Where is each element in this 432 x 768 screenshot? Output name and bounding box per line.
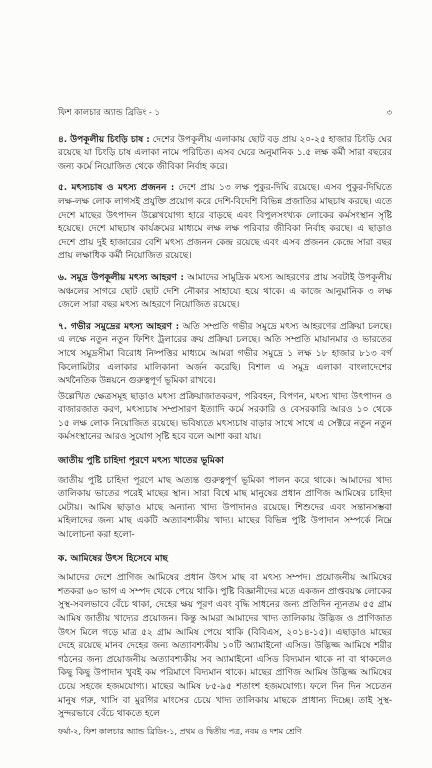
- paragraph-lead: ৭. গভীর সমুদ্রের মৎস্য আহরণ :: [58, 321, 180, 332]
- page-number: ৩: [386, 108, 392, 118]
- paragraph-lead: ৫. মৎস্যচাষ ও মৎস্য প্রজনন :: [58, 183, 175, 194]
- running-head-title: ফিশ কালচার অ্যান্ড ব্রিডিং - ১: [58, 108, 160, 118]
- page-footer: ফর্মা-২, ফিশ কালচার অ্যান্ড ব্রিডিং-১, প্রথম ও দ্বিতীয় পত্র, নবম ও দশম শ্রেণি: [58, 726, 302, 736]
- paragraph-text: আমাদের সামুদ্রিক মৎস্য আহরণের প্রায় সবটাই উপকূলীয় অঞ্চলের সাগরে ছোট ছোট দেশি নৌকার সাহায্যে হয়ে থাকে। এ কাজে আনুমানিক ৩ লক্ষ জেলে সারা বছর মৎস্য আহরণে নিয়োজিত রয়েছে।: [58, 272, 392, 311]
- section-heading-nutrition: জাতীয় পুষ্টি চাহিদা পূরণে মৎস্য খাতের ভূমিকা: [58, 456, 224, 467]
- continuation-paragraph: উল্লেখিত ক্ষেত্রসমূহ ছাড়াও মৎস্য প্রক্রিয়াজাতকরণ, পরিবহন, বিপণন, মৎস্য খাদ্য উৎপাদন ও বাজারজাত করণ, মৎস্যচাষ সম্প্রসারণ ইত্যাদি কর্মে সরকারি ও বেসরকারি আরও ১০ থেকে ১৫ লক্ষ লোক নিয়োজিত রয়েছে। ভবিষ্যতে মৎস্যচাষ বাড়ার সাথে সাথে এ সেক্টরে নতুন নতুন কর্মসংস্থানের আরও সুযোগ সৃষ্টি হবে বলে আশা করা যায়।: [58, 391, 392, 443]
- page-content: [58, 107, 392, 738]
- nutrition-paragraph: জাতীয় পুষ্টি চাহিদা পূরণে মাছ অত্যন্ত গুরুত্বপূর্ণ ভূমিকা পালন করে থাকে। আমাদের খাদ্য তালিকায় ভাতের পরেই মাছের স্থান। সারা বিশ্বে মাছ মানুষের প্রধান প্রাণিজ আমিষের চাহিদা মেটায়। আমিষ ছাড়াও মাছে অন্যান্য খাদ্য উপাদানও রয়েছে। শিশুদের এবং সন্তানসম্ভবা মহিলাদের জন্য মাছ একটি অত্যাবশ্যকীয় খাদ্য। মাছের বিভিন্ন পুষ্টি উপাদান সম্পর্কে নিম্নে আলোচনা করা হলো-: [58, 475, 392, 541]
- paragraph-lead: ৬. সমুদ্র উপকূলীয় মৎস্য আহরণ :: [58, 272, 184, 283]
- numbered-paragraph: [58, 321, 392, 389]
- numbered-paragraph: [58, 272, 392, 313]
- paragraph-text: অতি সম্প্রতি গভীর সমুদ্রে মৎস্য আহরণের প্রক্রিয়া চলছে। এ লক্ষে নতুন নতুন ফিশিং ট্রলারের ক্রয় প্রক্রিয়া চলছে। অতি সম্প্রতি মায়ানমার ও ভারতের সাথে সমুদ্রসীমা বিরোধ নিষ্পত্তির মাধ্যমে আমরা গভীর সমুদ্রে ১ লক্ষ ১৮ হাজার ৮১৩ বর্গ কিলোমিটার এলাকার মালিকানা অর্জন করেছি। বিশাল এ সমুদ্র এলাকা বাংলাদেশের অর্থনৈতিক উন্নয়নে গুরুত্বপূর্ণ ভূমিকা রাখবে।: [58, 321, 392, 387]
- paragraph-lead: ৪. উপকূলীয় চিংড়ি চাষ :: [58, 134, 150, 145]
- numbered-paragraph: [58, 182, 392, 264]
- paragraph-text: দেশের উপকূলীয় এলাকায় ছোট বড় প্রায় ২০-২৫ হাজার চিংড়ি ঘের রয়েছে যা চিংড়ি চাষ এলাকা নামে পরিচিত। এসব ঘেরে অনুমানিক ১.৫ লক্ষ কর্মী সারা বছরের জন্য কর্মে নিয়োজিত থেকে জীবিকা নির্বাহ করে।: [58, 134, 392, 172]
- protein-paragraph: আমাদের দেশে প্রাণিজ আমিষের প্রধান উৎস মাছ বা মৎস্য সম্পদ। প্রয়োজনীয় আমিষের শতকরা ৬০ ভাগ এ সম্পদ থেকে পেয়ে থাকি। পুষ্টি বিজ্ঞানীদের মতে একজন প্রাপ্তবয়স্ক লোকের সুস্থ-সবলভাবে বেঁচে থাকা, দেহের ক্ষয় পূরণ এবং বৃদ্ধি সাধনের জন্য প্রতিদিন ন্যূনতম ৫৫ গ্রাম আমিষ জাতীয় খাদ্যের প্রয়োজন। কিন্তু আমরা আমাদের খাদ্য তালিকায় উদ্ভিজ ও প্রাণিজাত উৎস মিলে গড়ে মাত্র ৫২ গ্রাম আমিষ পেয়ে থাকি (বিবিএস, ২০১৪-১৫)। এছাড়াও মাছের দেহে রয়েছে মানব দেহের জন্য অত্যাবশ্যকীয় ১০টি অ্যামাইনো এসিড। উদ্ভিজ্জ আমিষে শরীর গঠনের জন্য প্রয়োজনীয় অত্যাবশ্যকীয় সব অ্যামাইনো এসিড বিদ্যমান থাকে না বা থাকলেও কিছু কিছু উপাদান খুবই কম পরিমাণে বিদ্যমান থাকে। মাছের প্রাণিজ আমিষ উদ্ভিজ্জ আমিষের চেয়ে সহজে হজমযোগ্য। মাছের আমিষ ৮৫-৯৫ শতাংশ হজমযোগ্য। ফলে দিন দিন সচেতন মানুষ গরু, খাসি বা মুরগির মাংসের চেয়ে খাদ্য তালিকায় মাছকে প্রাধান্য দিচ্ছে। তাই সুস্থ-সুন্দরভাবে বেঁচে থাকতে হলে: [58, 573, 393, 720]
- numbered-paragraph: [58, 134, 392, 175]
- section-heading-protein: ক. আমিষের উৎস হিসেবে মাছ: [58, 553, 168, 564]
- paragraph-text: দেশে প্রায় ১৩ লক্ষ পুকুর-দিঘি রয়েছে। এসব পুকুর-দিঘিতে লক্ষ-লক্ষ লোক লাগসই প্রযুক্তি প্রয়োগ করে দেশি-বিদেশি বিভিন্ন প্রজাতির মাছচাষ করছে। এতে দেশে মাছের উৎপাদন উল্লেখযোগ্য হারে বাড়ছে এবং বিপুলসংখ্যক লোকের কর্মসংস্থান সৃষ্টি হয়েছে। দেশে মাছচাষ কার্যক্রমের মাধ্যমে লক্ষ লক্ষ পরিবার জীবিকা নির্বাহ করছে। এ ছাড়াও দেশে প্রায় দুই হাজারের বেশি মৎস্য প্রজনন কেন্দ্র রয়েছে এবং এসব প্রজনন কেন্দ্রে সারা বছর প্রায় লক্ষাধিক কর্মী নিয়োজিত রয়েছে।: [58, 183, 392, 262]
- running-head: [58, 107, 392, 121]
